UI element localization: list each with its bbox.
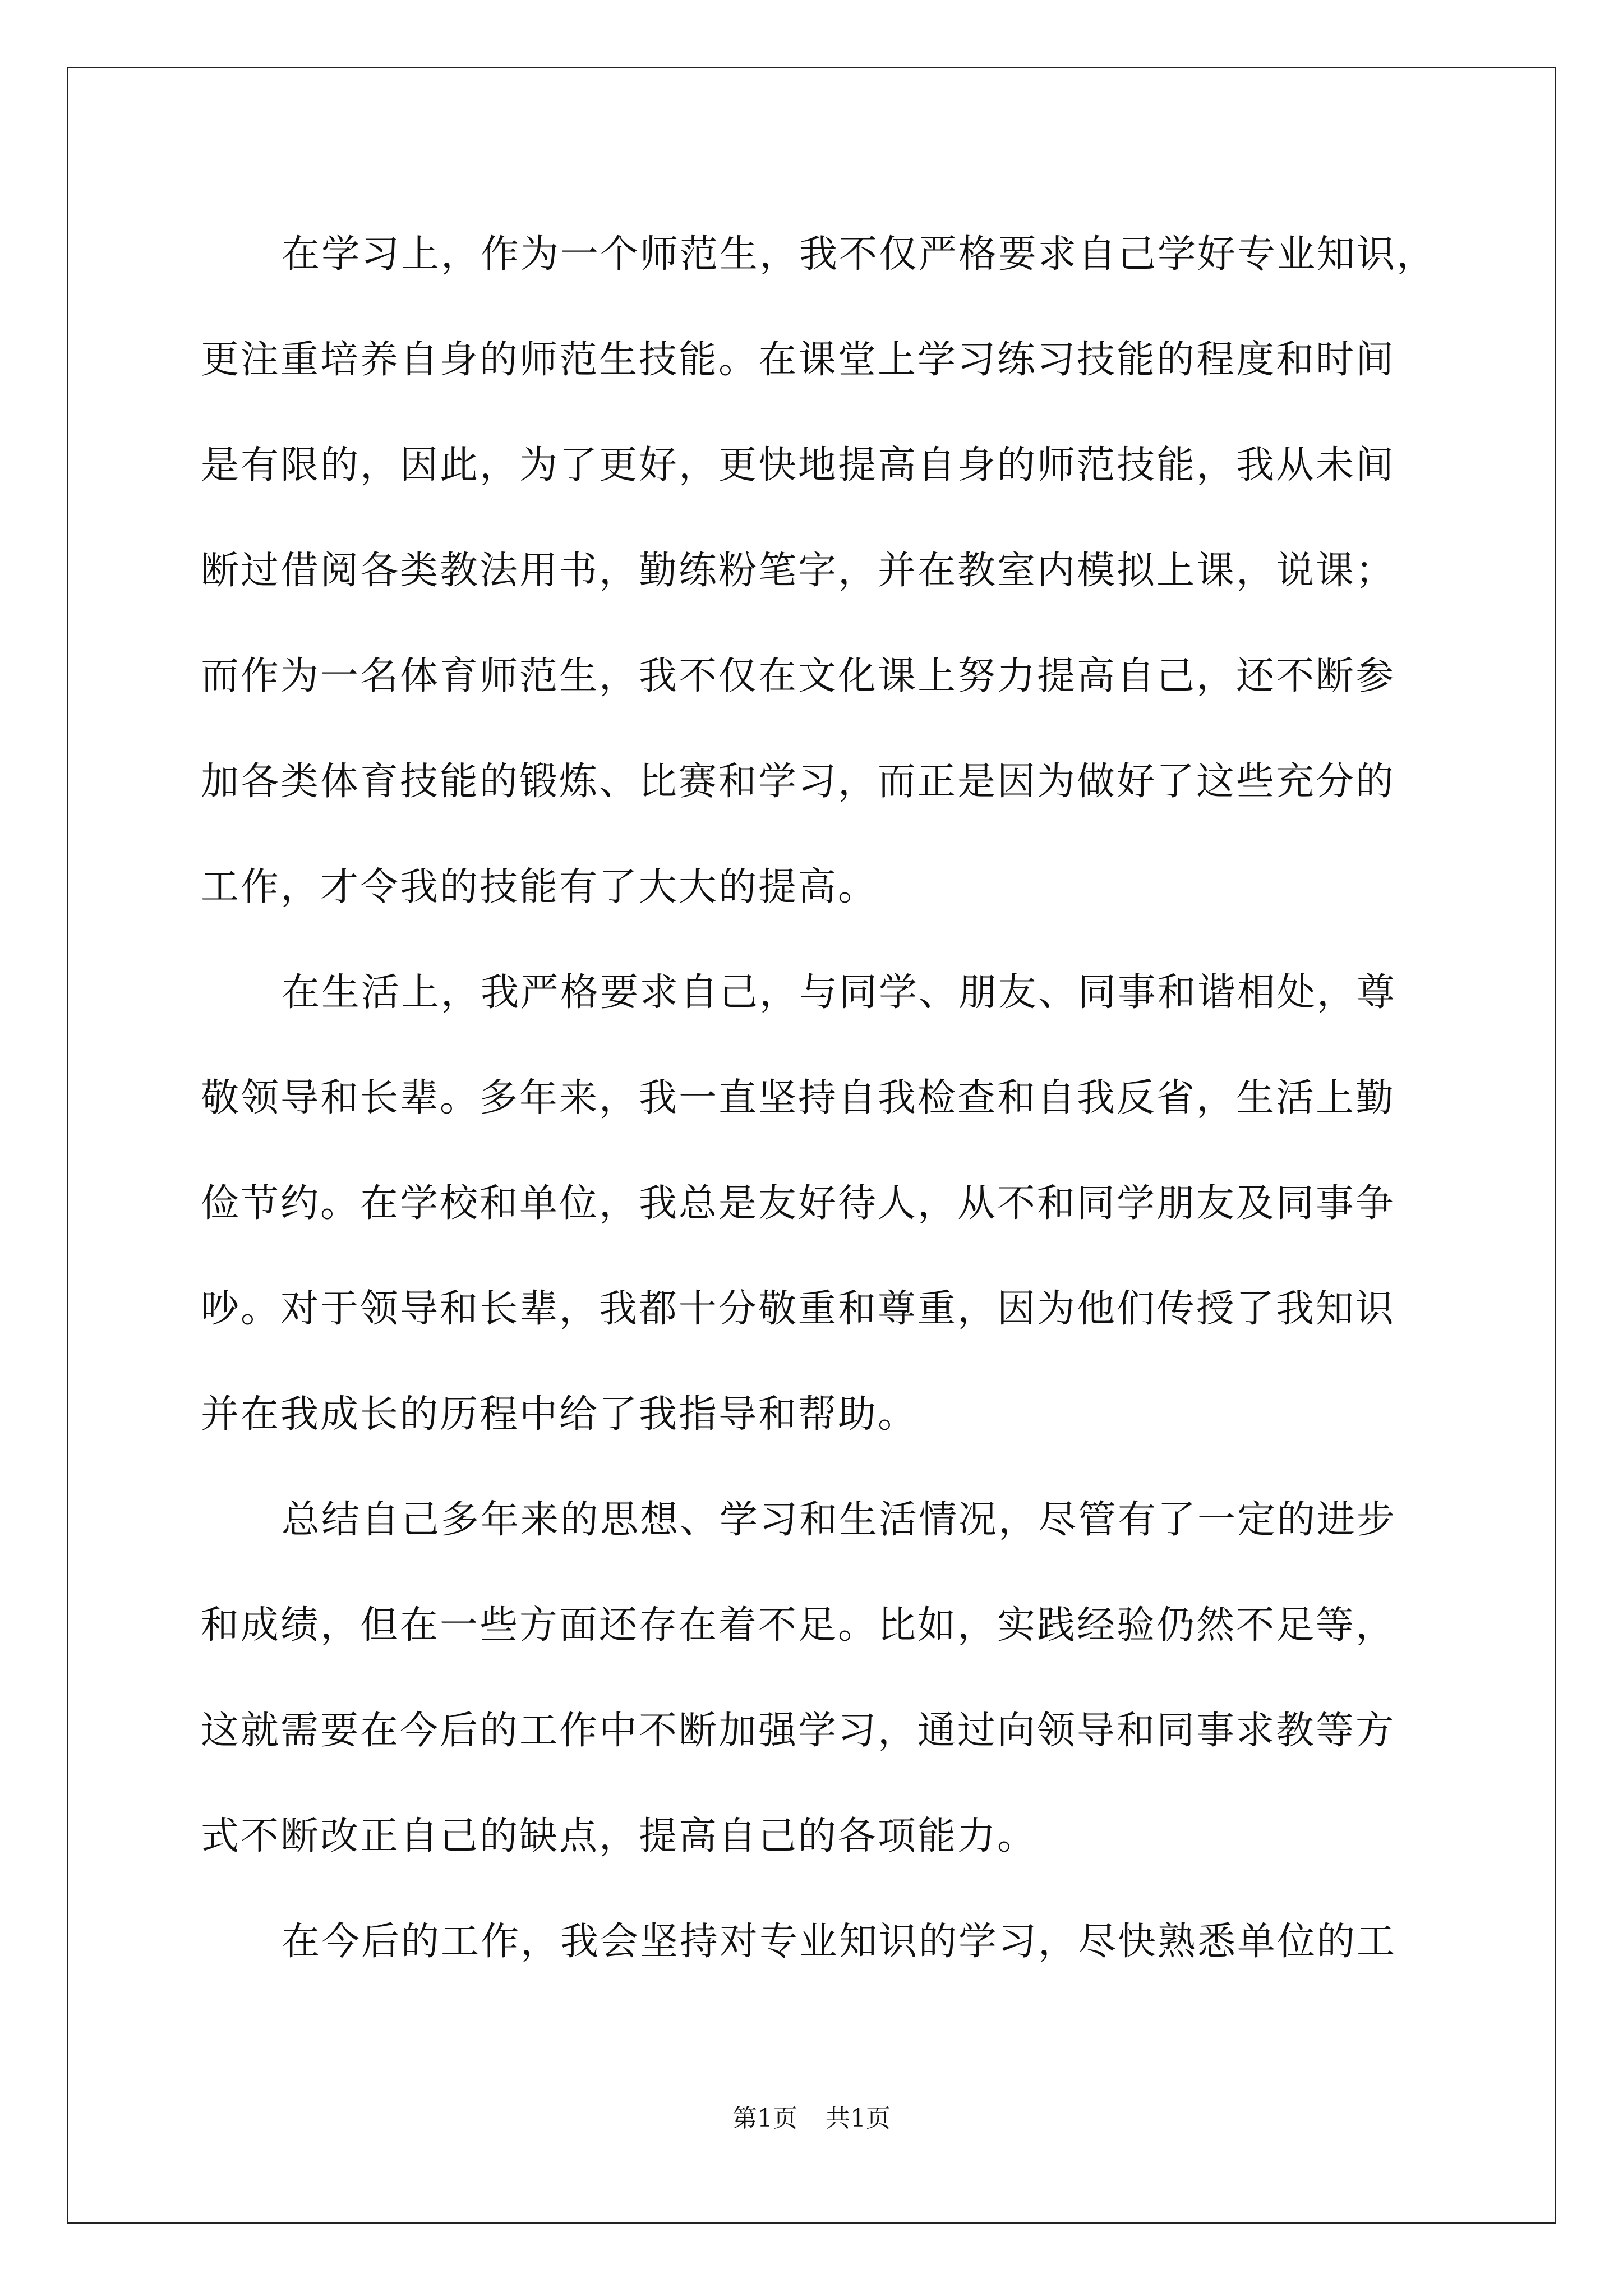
text-line: 加各类体育技能的锻炼、比赛和学习，而正是因为做好了这些充分的 [201, 760, 1396, 804]
text-line: 并在我成长的历程中给了我指导和帮助。 [201, 1392, 918, 1437]
text-line: 和成绩，但在一些方面还存在着不足。比如，实践经验仍然不足等， [201, 1603, 1396, 1648]
text-line: 吵。对于领导和长辈，我都十分敬重和尊重，因为他们传授了我知识 [201, 1287, 1396, 1331]
text-line: 式不断改正自己的缺点，提高自己的各项能力。 [201, 1814, 1038, 1858]
text-line: 在学习上，作为一个师范生，我不仅严格要求自己学好专业知识， [282, 232, 1437, 277]
page-footer [0, 2098, 1623, 2134]
page-number-total: 共1页 [826, 2104, 891, 2133]
text-line: 俭节约。在学校和单位，我总是友好待人，从不和同学朋友及同事争 [201, 1181, 1396, 1226]
text-line: 工作，才令我的技能有了大大的提高。 [201, 865, 878, 909]
text-line: 是有限的，因此，为了更好，更快地提高自身的师范技能，我从未间 [201, 443, 1396, 487]
text-line: 在生活上，我严格要求自己，与同学、朋友、同事和谐相处，尊 [282, 970, 1397, 1015]
page-number-current: 第1页 [732, 2104, 797, 2133]
text-line: 更注重培养自身的师范生技能。在课堂上学习练习技能的程度和时间 [201, 338, 1396, 382]
text-line: 断过借阅各类教法用书，勤练粉笔字，并在教室内模拟上课，说课； [201, 549, 1396, 593]
text-line: 这就需要在今后的工作中不断加强学习，通过向领导和同事求教等方 [201, 1709, 1396, 1753]
document-body [201, 202, 1437, 1995]
text-line: 在今后的工作，我会坚持对专业知识的学习，尽快熟悉单位的工 [282, 1920, 1397, 1964]
text-line: 而作为一名体育师范生，我不仅在文化课上努力提高自己，还不断参 [201, 654, 1396, 698]
text-line: 总结自己多年来的思想、学习和生活情况，尽管有了一定的进步 [282, 1498, 1397, 1542]
text-line: 敬领导和长辈。多年来，我一直坚持自我检查和自我反省，生活上勤 [201, 1076, 1396, 1120]
